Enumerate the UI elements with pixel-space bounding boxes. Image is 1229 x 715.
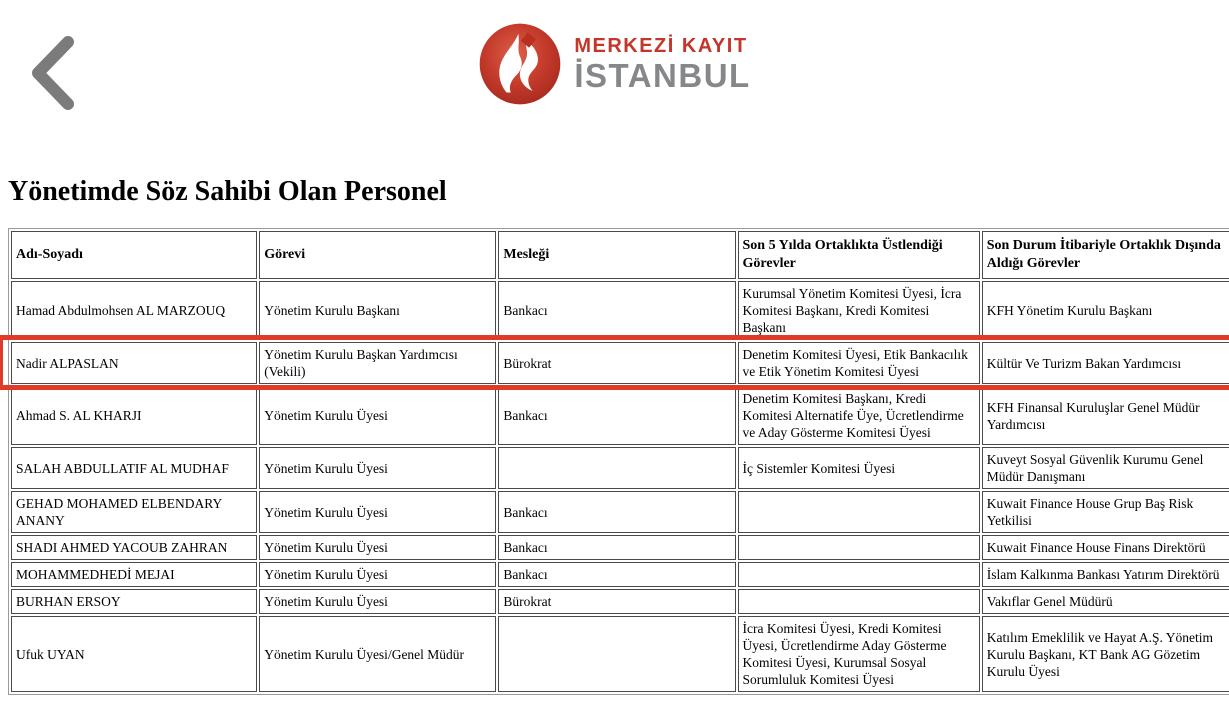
table-cell (498, 447, 735, 489)
table-cell: Ahmad S. AL KHARJI (11, 386, 257, 445)
column-header: Mesleği (498, 231, 735, 279)
logo-text-line1: MERKEZİ KAYIT (574, 35, 748, 57)
table-row (11, 281, 1229, 340)
table-cell: Bankacı (498, 491, 735, 533)
table-row (11, 491, 1229, 533)
table-cell: Bürokrat (498, 342, 735, 384)
table-cell: İç Sistemler Komitesi Üyesi (738, 447, 980, 489)
table-cell: SHADI AHMED YACOUB ZAHRAN (11, 535, 257, 560)
table-cell (738, 589, 980, 614)
table-cell: İcra Komitesi Üyesi, Kredi Komitesi Üyesi, Ücretlendirme Aday Gösterme Komitesi Üyesi, Kurumsal Sosyal Sorumluluk Komitesi Üyesi (738, 616, 980, 692)
personnel-table-body (11, 281, 1229, 692)
table-cell: Kuwait Finance House Finans Direktörü (982, 535, 1229, 560)
table-header-row (11, 231, 1229, 279)
table-cell: Vakıflar Genel Müdürü (982, 589, 1229, 614)
header-bar (0, 0, 1229, 140)
table-row (11, 616, 1229, 692)
table-cell: Bankacı (498, 535, 735, 560)
table-cell (738, 562, 980, 587)
table-cell: Katılım Emeklilik ve Hayat A.Ş. Yönetim Kurulu Başkanı, KT Bank AG Gözetim Kurulu Üyesi (982, 616, 1229, 692)
table-cell: KFH Yönetim Kurulu Başkanı (982, 281, 1229, 340)
table-cell: Hamad Abdulmohsen AL MARZOUQ (11, 281, 257, 340)
table-cell: Yönetim Kurulu Üyesi/Genel Müdür (259, 616, 496, 692)
table-cell: BURHAN ERSOY (11, 589, 257, 614)
column-header: Son Durum İtibariyle Ortaklık Dışında Aldığı Görevler (982, 231, 1229, 279)
table-cell: Yönetim Kurulu Başkan Yardımcısı (Vekili) (259, 342, 496, 384)
table-cell: Kuveyt Sosyal Güvenlik Kurumu Genel Müdür Danışmanı (982, 447, 1229, 489)
table-cell: GEHAD MOHAMED ELBENDARY ANANY (11, 491, 257, 533)
table-row (11, 535, 1229, 560)
table-cell (738, 491, 980, 533)
column-header: Adı-Soyadı (11, 231, 257, 279)
personnel-table (8, 228, 1229, 695)
table-cell: MOHAMMEDHEDİ MEJAI (11, 562, 257, 587)
table-cell: Yönetim Kurulu Üyesi (259, 562, 496, 587)
table-cell: Bankacı (498, 562, 735, 587)
table-cell: Denetim Komitesi Başkanı, Kredi Komitesi Alternatife Üye, Ücretlendirme ve Aday Gösterme Komitesi Üyesi (738, 386, 980, 445)
table-row (11, 562, 1229, 587)
table-cell: Ufuk UYAN (11, 616, 257, 692)
table-row (11, 342, 1229, 384)
mkk-flame-logo-icon (478, 22, 562, 106)
table-cell: İslam Kalkınma Bankası Yatırım Direktörü (982, 562, 1229, 587)
logo-text (574, 36, 750, 92)
column-header: Görevi (259, 231, 496, 279)
table-cell: SALAH ABDULLATIF AL MUDHAF (11, 447, 257, 489)
table-cell: Kültür Ve Turizm Bakan Yardımcısı (982, 342, 1229, 384)
table-cell (498, 616, 735, 692)
page-title: Yönetimde Söz Sahibi Olan Personel (8, 176, 447, 207)
table-cell: Bankacı (498, 386, 735, 445)
table-cell: Yönetim Kurulu Üyesi (259, 447, 496, 489)
table-row (11, 386, 1229, 445)
column-header: Son 5 Yılda Ortaklıkta Üstlendiği Görevler (738, 231, 980, 279)
table-cell: Kurumsal Yönetim Komitesi Üyesi, İcra Komitesi Başkanı, Kredi Komitesi Başkanı (738, 281, 980, 340)
mkk-logo (0, 22, 1229, 106)
table-cell: Yönetim Kurulu Başkanı (259, 281, 496, 340)
table-row (11, 589, 1229, 614)
logo-text-line2: İSTANBUL (574, 57, 751, 94)
table-cell: Bürokrat (498, 589, 735, 614)
table-cell: Yönetim Kurulu Üyesi (259, 589, 496, 614)
table-cell: Nadir ALPASLAN (11, 342, 257, 384)
table-cell: Kuwait Finance House Grup Baş Risk Yetkilisi (982, 491, 1229, 533)
table-cell: Yönetim Kurulu Üyesi (259, 491, 496, 533)
table-cell: Yönetim Kurulu Üyesi (259, 386, 496, 445)
table-cell (738, 535, 980, 560)
table-cell: Bankacı (498, 281, 735, 340)
table-cell: Denetim Komitesi Üyesi, Etik Bankacılık ve Etik Yönetim Komitesi Üyesi (738, 342, 980, 384)
table-cell: Yönetim Kurulu Üyesi (259, 535, 496, 560)
table-row (11, 447, 1229, 489)
table-cell: KFH Finansal Kuruluşlar Genel Müdür Yardımcısı (982, 386, 1229, 445)
